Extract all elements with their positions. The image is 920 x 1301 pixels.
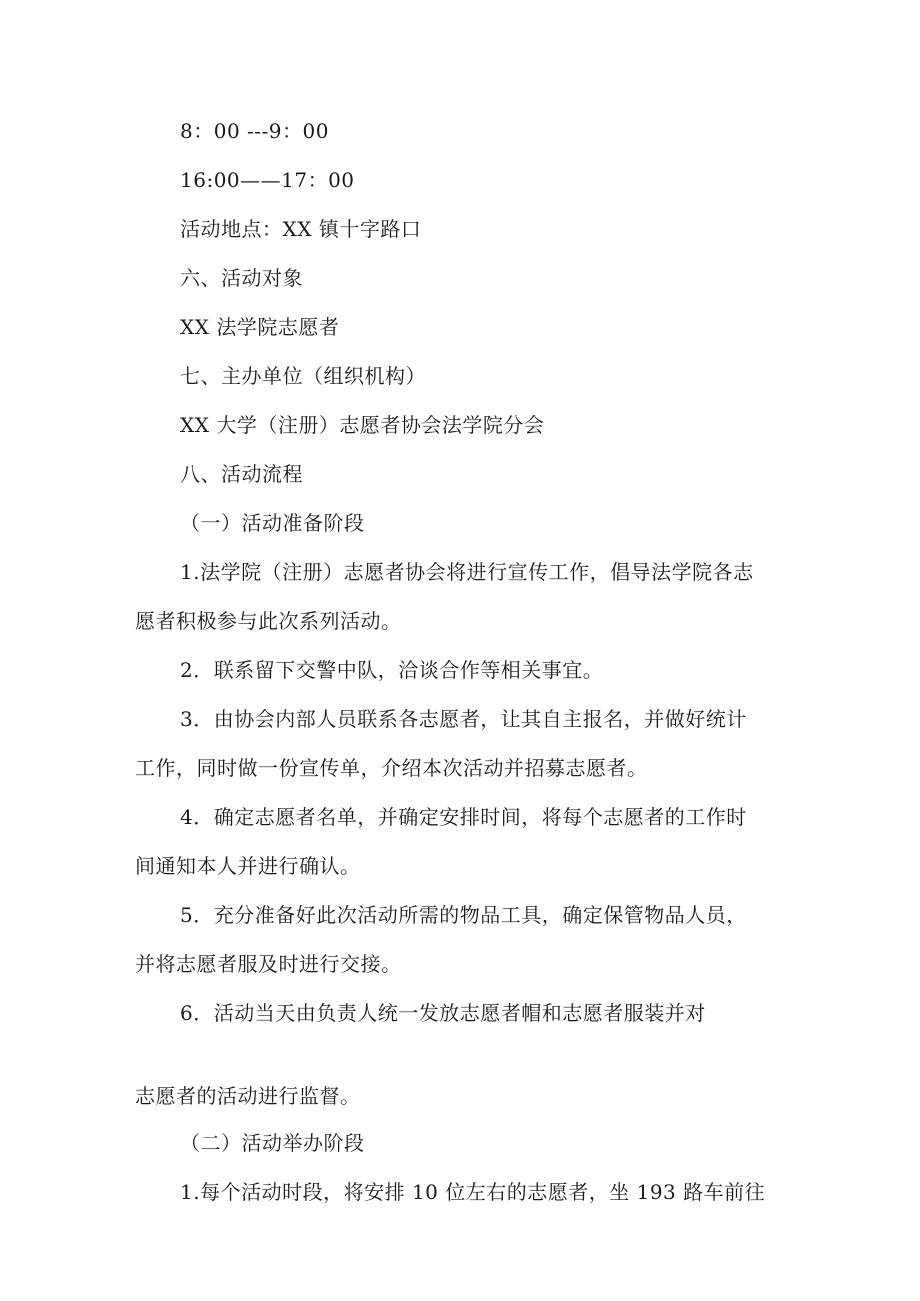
time-slot-afternoon: 16:00——17：00 [180,168,355,192]
prep-item-4-line-2: 间通知本人并进行确认。 [135,854,361,878]
time-slot-morning: 8：00 ---9：00 [180,119,329,143]
section-heading-process: 八、活动流程 [180,462,303,486]
prep-item-1-line-1: 1.法学院（注册）志愿者协会将进行宣传工作，倡导法学院各志 [180,560,754,584]
activity-location: 活动地点：XX 镇十字路口 [180,217,422,241]
prep-item-2: 2．联系留下交警中队，洽谈合作等相关事宜。 [180,658,604,682]
subsection-heading-prep: （一）活动准备阶段 [180,511,365,535]
section-heading-organizer: 七、主办单位（组织机构） [180,364,426,388]
prep-item-6-line-2: 志愿者的活动进行监督。 [135,1084,361,1108]
prep-item-5-line-1: 5．充分准备好此次活动所需的物品工具，确定保管物品人员， [180,903,747,927]
prep-item-1-line-2: 愿者积极参与此次系列活动。 [135,609,402,633]
organizer-text: XX 大学（注册）志愿者协会法学院分会 [180,413,545,437]
target-text: XX 法学院志愿者 [180,315,340,339]
section-heading-target: 六、活动对象 [180,266,303,290]
execution-item-1-line-1: 1.每个活动时段，将安排 10 位左右的志愿者，坐 193 路车前往 [180,1180,766,1204]
prep-item-3-line-1: 3．由协会内部人员联系各志愿者，让其自主报名，并做好统计 [180,707,747,731]
prep-item-5-line-2: 并将志愿者服及时进行交接。 [135,952,402,976]
prep-item-6-line-1: 6．活动当天由负责人统一发放志愿者帽和志愿者服装并对 [180,1001,706,1025]
prep-item-3-line-2: 工作，同时做一份宣传单，介绍本次活动并招募志愿者。 [135,756,648,780]
prep-item-4-line-1: 4．确定志愿者名单，并确定安排时间，将每个志愿者的工作时 [180,805,747,829]
subsection-heading-execution: （二）活动举办阶段 [180,1131,365,1155]
